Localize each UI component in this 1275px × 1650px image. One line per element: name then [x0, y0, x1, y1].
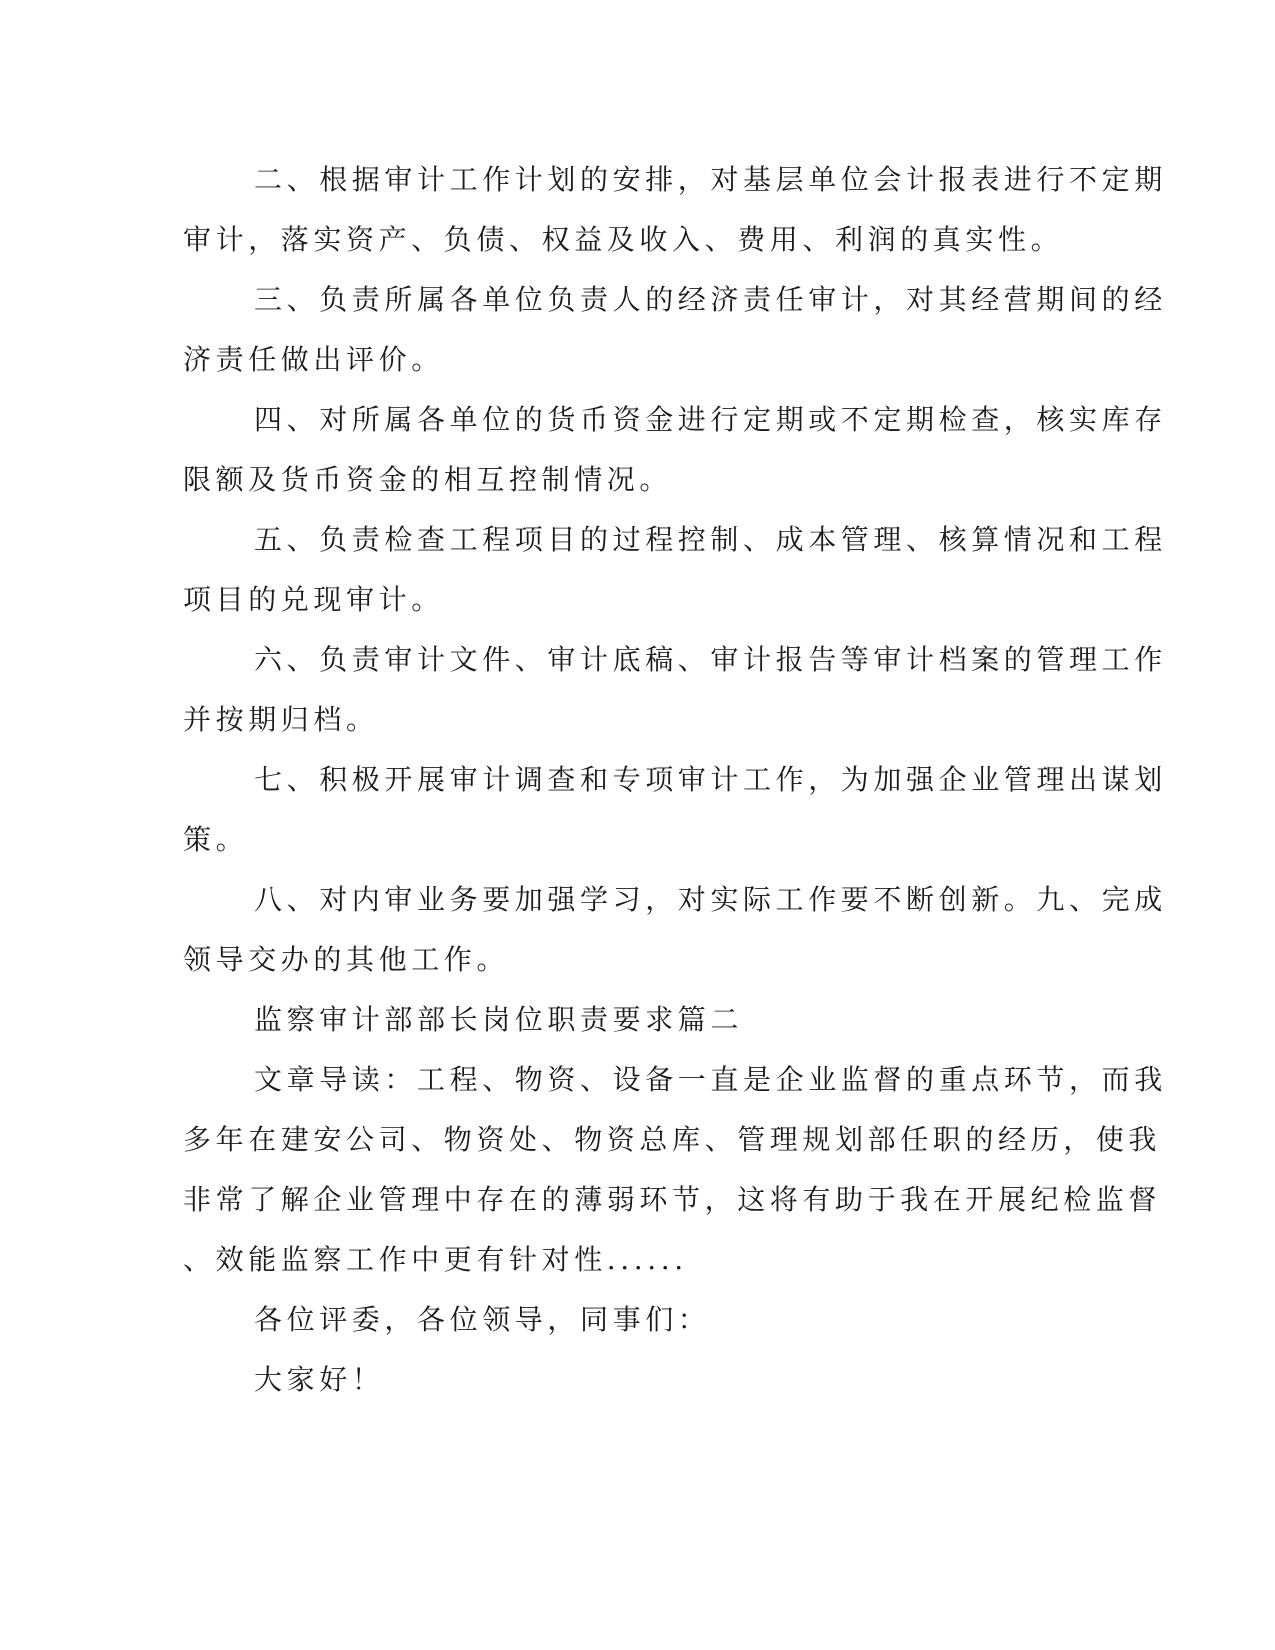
document-body [183, 150, 1167, 1410]
paragraph-line: 项目的兑现审计。 [183, 583, 444, 616]
paragraph-line: 领导交办的其他工作。 [183, 943, 510, 976]
paragraph-line: 限额及货币资金的相互控制情况。 [183, 463, 673, 496]
paragraph-line: 非常了解企业管理中存在的薄弱环节，这将有助于我在开展纪检监督 [183, 1183, 1162, 1216]
paragraph-line: 二、根据审计工作计划的安排，对基层单位会计报表进行不定期 [254, 163, 1167, 196]
paragraph-line: 八、对内审业务要加强学习，对实际工作要不断创新。九、完成 [254, 883, 1167, 916]
paragraph-line: 并按期归档。 [183, 703, 379, 736]
paragraph-line: 文章导读：工程、物资、设备一直是企业监督的重点环节，而我 [254, 1063, 1167, 1096]
salutation-line: 各位评委，各位领导，同事们： [254, 1303, 711, 1336]
paragraph-line: 七、积极开展审计调查和专项审计工作，为加强企业管理出谋划 [254, 763, 1167, 796]
paragraph-line: 多年在建安公司、物资处、物资总库、管理规划部任职的经历，使我 [183, 1123, 1162, 1156]
section-heading: 监察审计部部长岗位职责要求篇二 [254, 1003, 744, 1036]
greeting-line: 大家好！ [254, 1363, 385, 1396]
paragraph-line: 四、对所属各单位的货币资金进行定期或不定期检查，核实库存 [254, 403, 1167, 436]
paragraph-line: 济责任做出评价。 [183, 343, 444, 376]
paragraph-line: 三、负责所属各单位负责人的经济责任审计，对其经营期间的经 [254, 283, 1167, 316]
paragraph-line: 六、负责审计文件、审计底稿、审计报告等审计档案的管理工作 [254, 643, 1167, 676]
paragraph-line: 五、负责检查工程项目的过程控制、成本管理、核算情况和工程 [254, 523, 1167, 556]
paragraph-line: 审计，落实资产、负债、权益及收入、费用、利润的真实性。 [183, 223, 1064, 256]
paragraph-line: 策。 [183, 823, 249, 856]
paragraph-line: 、效能监察工作中更有针对性...... [183, 1243, 688, 1276]
